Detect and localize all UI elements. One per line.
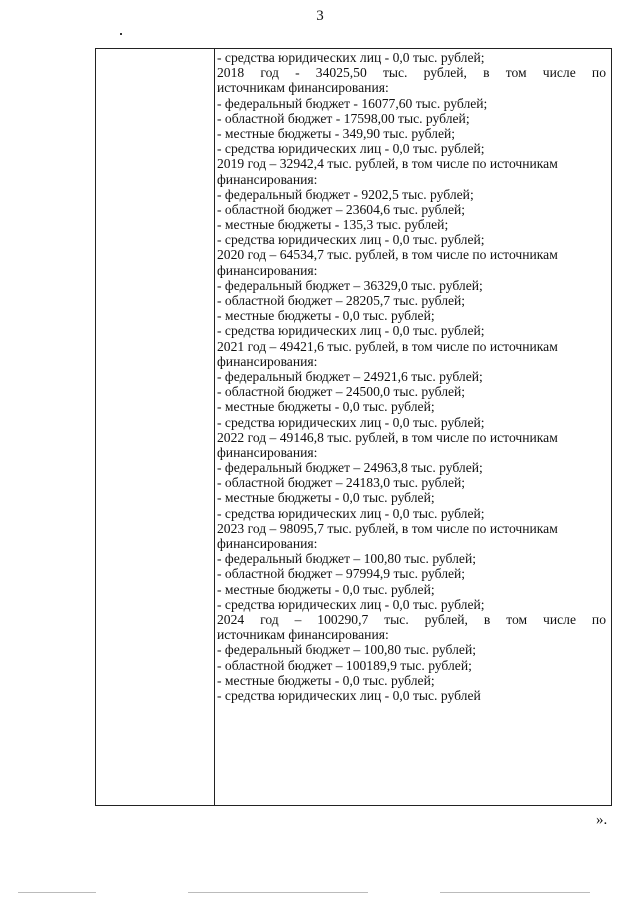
text-line: - федеральный бюджет - 16077,60 тыс. рублей;: [217, 95, 488, 111]
text-line: 2020 год – 64534,7 тыс. рублей, в том числе по источникам: [217, 247, 558, 263]
text-line: 2024 год – 100290,7 тыс. рублей, в том числе по: [217, 611, 606, 627]
text-line: - местные бюджеты - 135,3 тыс. рублей;: [217, 217, 449, 233]
text-line: источникам финансирования:: [217, 627, 389, 643]
text-line: - местные бюджеты - 0,0 тыс. рублей;: [217, 581, 435, 597]
table-right-cell: [217, 50, 606, 703]
text-line: - областной бюджет – 23604,6 тыс. рублей;: [217, 201, 466, 217]
text-line: - средства юридических лиц - 0,0 тыс. рублей: [217, 687, 481, 703]
text-line: - федеральный бюджет – 24963,8 тыс. рублей;: [217, 460, 483, 476]
text-line: - средства юридических лиц - 0,0 тыс. рублей;: [217, 596, 485, 612]
text-line: 2022 год – 49146,8 тыс. рублей, в том числе по источникам: [217, 429, 558, 445]
footer-rule: [188, 892, 368, 893]
closing-quote-mark: ».: [596, 812, 608, 828]
table-left-cell: [96, 49, 215, 805]
text-line: - местные бюджеты - 349,90 тыс. рублей;: [217, 125, 456, 141]
text-line: финансирования:: [217, 353, 318, 369]
text-line: - средства юридических лиц - 0,0 тыс. рублей;: [217, 414, 485, 430]
text-line: - областной бюджет - 17598,00 тыс. рублей;: [217, 110, 470, 126]
text-line: - средства юридических лиц - 0,0 тыс. рублей;: [217, 50, 485, 65]
text-line: - федеральный бюджет – 100,80 тыс. рублей;: [217, 642, 476, 658]
text-line: источникам финансирования:: [217, 80, 389, 96]
text-line: 2018 год - 34025,50 тыс. рублей, в том числе по: [217, 65, 606, 81]
text-line: - средства юридических лиц - 0,0 тыс. рублей;: [217, 141, 485, 157]
text-line: - местные бюджеты - 0,0 тыс. рублей;: [217, 399, 435, 415]
text-line: финансирования:: [217, 444, 318, 460]
text-line: 2021 год – 49421,6 тыс. рублей, в том числе по источникам: [217, 338, 558, 354]
text-line: - средства юридических лиц - 0,0 тыс. рублей;: [217, 323, 485, 339]
footer-rule: [18, 892, 96, 893]
text-line: - федеральный бюджет - 9202,5 тыс. рублей;: [217, 186, 474, 202]
text-line: - местные бюджеты - 0,0 тыс. рублей;: [217, 672, 435, 688]
text-line: финансирования:: [217, 262, 318, 278]
text-line: 2023 год – 98095,7 тыс. рублей, в том числе по источникам: [217, 520, 558, 536]
text-line: - средства юридических лиц - 0,0 тыс. рублей;: [217, 232, 485, 248]
text-line: 2019 год – 32942,4 тыс. рублей, в том числе по источникам: [217, 156, 558, 172]
text-line: - областной бюджет – 24183,0 тыс. рублей;: [217, 475, 466, 491]
text-line: - областной бюджет – 97994,9 тыс. рублей;: [217, 566, 466, 582]
text-line: финансирования:: [217, 171, 318, 187]
text-line: - местные бюджеты - 0,0 тыс. рублей;: [217, 490, 435, 506]
text-line: - местные бюджеты - 0,0 тыс. рублей;: [217, 308, 435, 324]
scan-speck: [120, 33, 122, 35]
text-line: - областной бюджет – 24500,0 тыс. рублей;: [217, 384, 466, 400]
text-line: - областной бюджет – 28205,7 тыс. рублей;: [217, 293, 466, 308]
text-line: - федеральный бюджет – 36329,0 тыс. рублей;: [217, 277, 483, 293]
page-number: 3: [316, 8, 324, 24]
text-line: финансирования:: [217, 536, 318, 551]
text-line: - федеральный бюджет – 100,80 тыс. рублей;: [217, 551, 476, 567]
text-line: - федеральный бюджет – 24921,6 тыс. рублей;: [217, 368, 483, 384]
funding-table: [95, 48, 612, 806]
footer-rule: [440, 892, 590, 893]
text-line: - средства юридических лиц - 0,0 тыс. рублей;: [217, 505, 485, 521]
text-line: - областной бюджет – 100189,9 тыс. рублей;: [217, 657, 472, 673]
